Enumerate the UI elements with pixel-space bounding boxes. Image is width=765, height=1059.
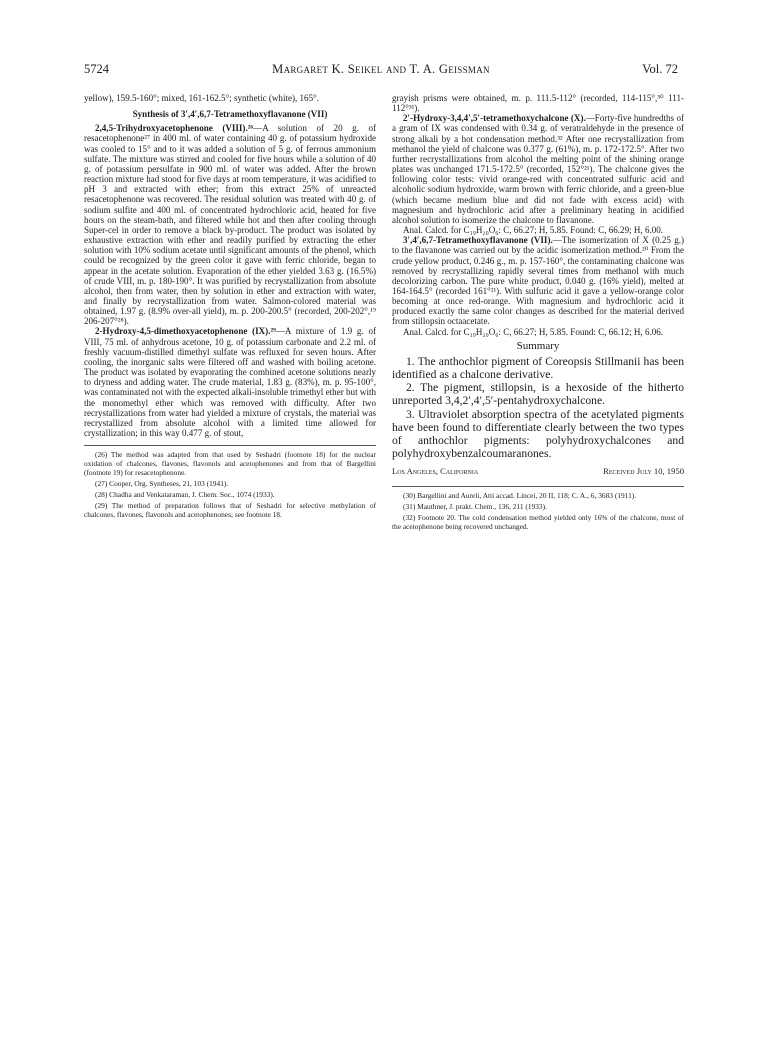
- paragraph-body: —A solution of 20 g. of resacetophenone²⁷ in 400 ml. of water containing 40 g. of potassium hydroxide was cooled to 15° and to it was added a solution of 5 g. of ferrous ammonium sulfate. The mixture was stirred and cooled for five hours while a solution of 40 g. of potassium persulfate in 900 ml. of water was added. After the brown reaction mixture had stood for five days at room temperature, it was acidified to pH 3 and extracted with ether; from this extract 25% of unreacted resacetophenone was recovered. The residual solution was treated with 40 g. of sodium sulfite and 400 ml. of concentrated hydrochloric acid, heated for five hours on the steam-bath, and filtered while hot and then after cooling through Super-cel in order to remove a black by-product. The product was isolated by exhaustive extraction with ether and readily purified by extracting the ether solution with 10% sodium acetate until significant amounts of the phenol, which could be recognized by the green color it gave with ferric chloride, began to appear in the acetate solution. Evaporation of the ether yielded 3.63 g. (16.5%) of crude VIII, m. p. 180-190°. It was purified by recrystallization from absolute alcohol, then from water, then by solution in ether and extraction with water, and finally by recrystallization from water. Salmon-colored material was obtained, 1.97 g. (8.9% over-all yield), m. p. 200-200.5° (recorded, 200-202°,¹⁹ 206-207°²⁸).: [84, 123, 376, 327]
- summary-item-2: 2. The pigment, stillopsin, is a hexoside of the hitherto unreported 3,4,2′,4′,5′-pentahydroxychalcone.: [392, 381, 684, 408]
- paragraph-flavanone: [392, 235, 684, 326]
- summary-item-1: 1. The anthochlor pigment of Coreopsis Stillmanii has been identified as a chalcone derivative.: [392, 354, 684, 381]
- footnote-28: (28) Chadha and Venkataraman, J. Chem. Soc., 1074 (1933).: [95, 489, 275, 499]
- summary-heading: Summary: [516, 339, 560, 352]
- compound-heading: 3′,4′,6,7-Tetramethoxyflavanone (VII).: [403, 235, 553, 246]
- paragraph-chalcone: [392, 113, 684, 225]
- running-header: [84, 62, 678, 80]
- paragraph-trihydroxyacetophenone: [84, 123, 376, 326]
- running-authors: Margaret K. Seikel and T. A. Geissman: [272, 62, 490, 76]
- analysis-line: Anal. Calcd. for C₁₉H₂₀O₆: C, 66.27; H, 5.85. Found: C, 66.12; H, 6.06.: [403, 326, 664, 337]
- compound-heading: 2-Hydroxy-4,5-dimethoxyacetophenone (IX).²⁹: [95, 326, 276, 337]
- summary-item-3: 3. Ultraviolet absorption spectra of the acetylated pigments have been found to differentiate clearly between the two types of anthochlor pigments: polyhydroxychalcones and polyhydroxybenzalcoumaranones.: [392, 407, 684, 461]
- location: Los Angeles, California: [392, 466, 479, 477]
- footnote-32: (32) Footnote 20. The cold condensation method yielded only 16% of the chalcone, most of the acetophenone being recovered unchanged.: [392, 513, 684, 532]
- analysis-line: Anal. Calcd. for C₁₉H₂₀O₆: C, 66.27; H, 5.85. Found: C, 66.29; H, 6.00.: [403, 225, 664, 236]
- compound-heading: 2′-Hydroxy-3,4,4′,5′-tetramethoxychalcone (X).: [403, 113, 586, 124]
- footnote-30: (30) Bargellini and Aureli, Atti accad. Lincei, 20 II, 118; C. A., 6, 3683 (1911).: [403, 491, 637, 501]
- footnote-31: (31) Mauthner, J. prakt. Chem., 136, 211 (1933).: [403, 502, 547, 512]
- received-date: Received July 10, 1950: [603, 466, 684, 477]
- paragraph-body: —The isomerization of X (0.25 g.) to the flavanone was carried out by the acidic isomerization method.²⁰ From the crude yellow product, 0.246 g., m. p. 157-160°, the contaminating chalcone was removed by recrystallizing rapidly several times from methanol with much decolorizing carbon. The pure white product, 0.040 g. (16% yield), melted at 164-164.5° (recorded 161°²¹). With sulfuric acid it gave a yellow-orange color becoming at once red-orange. With magnesium and hydrochloric acid it produced exactly the same color changes as described for the material derived from stillopsin octaacetate.: [392, 235, 684, 327]
- footnote-divider: [392, 486, 684, 487]
- continued-paragraph: grayish prisms were obtained, m. p. 111.5-112° (recorded, 114-115°,³⁰ 111-112°³¹).: [392, 93, 684, 114]
- volume-label: Vol. 72: [642, 62, 678, 76]
- paragraph-body: —Forty-five hundredths of a gram of IX was condensed with 0.34 g. of veratraldehyde in the presence of strong alkali by a hot condensation method.³² After one recrystallization from methanol the yield of chalcone was 0.377 g. (61%), m. p. 172-172.5°. After two further recrystallizations from alcohol the melting point of the shining orange plates was unchanged 171.5-172.5° (recorded, 152°²¹). The chalcone gives the following color tests: vivid orange-red with concentrated sulfuric acid and alcoholic sodium hydroxide, warm brown with ferric chloride, and a green-blue (which became medium blue and did not fade with excess acid) with magnesium and hydrochloric acid after a preliminary heating in acidified alcohol solution to isomerize the chalcone to flavanone.: [392, 113, 684, 225]
- footnote-26: (26) The method was adapted from that used by Seshadri (footnote 18) for the nuclear oxidation of chalcones, flavones, flavonols and acetophenones and from that of Bargellini (footnote 19) for resacetophenone.: [84, 450, 376, 477]
- footnote-divider: [84, 445, 376, 446]
- footnote-29: (29) The method of preparation follows that of Seshadri for selective methylation of chalcones, flavones, flavonols and acetophenones; see footnote 18.: [84, 500, 376, 519]
- footnote-27: (27) Cooper, Org. Syntheses, 21, 103 (1941).: [95, 478, 229, 488]
- signoff-line: [392, 466, 684, 479]
- page-number: 5724: [84, 62, 109, 76]
- summary-section: [392, 355, 684, 461]
- section-title: Synthesis of 3′,4′,6,7-Tetramethoxyflavanone (VII): [132, 109, 328, 120]
- left-column: [84, 93, 376, 520]
- continued-paragraph: yellow), 159.5-160°; mixed, 161-162.5°; synthetic (white), 165°.: [84, 93, 319, 103]
- compound-heading: 2,4,5-Trihydroxyacetophenone (VIII).²⁶: [95, 123, 254, 134]
- paragraph-dimethoxyacetophenone: [84, 326, 376, 438]
- paragraph-body: —A mixture of 1.9 g. of VIII, 75 ml. of anhydrous acetone, 10 g. of potassium carbonate and 2.2 ml. of freshly vacuum-distilled dimethyl sulfate was refluxed for seven hours. After cooling, the inorganic salts were filtered off and washed with boiling acetone. The product was isolated by evaporating the combined acetone solutions nearly to dryness and adding water. The crude material, 1.83 g. (83%), m. p. 95-100°, was contaminated not with the expected alkali-insoluble trimethyl ether but with the monomethyl ether which was removed with difficulty. After two recrystallizations from water had yielded a mixture of crystals, the material was recrystallized from absolute alcohol with a limited time allowed for crystallization; in this way 0.477 g. of stout,: [84, 326, 376, 438]
- right-column: [392, 93, 684, 532]
